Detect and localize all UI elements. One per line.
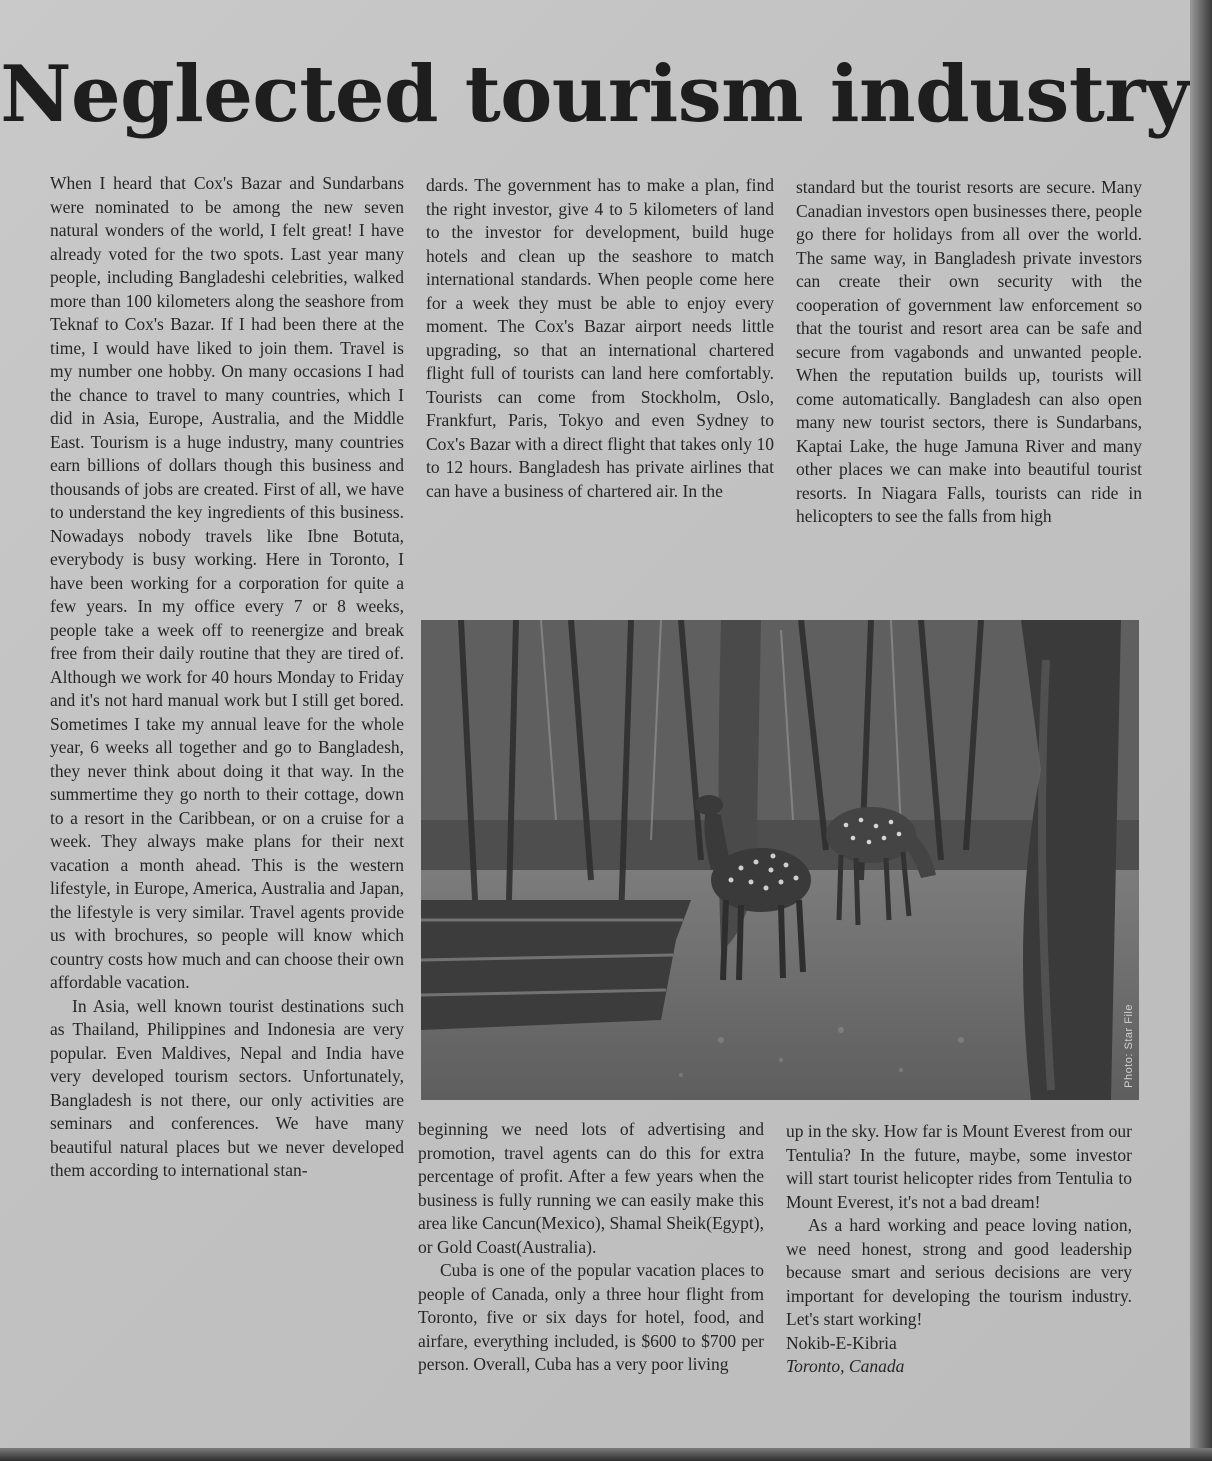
page-bottom-shadow (0, 1448, 1212, 1461)
column-3-bottom (786, 1120, 1132, 1379)
page-edge-shadow (1190, 0, 1212, 1461)
paragraph: In Asia, well known tourist destinations such as Thailand, Philippines and Indonesia are very popular. Even Maldives, Nepal and India have very developed tourism sectors. Unfortunately, Bangladesh is not there, our only activities are seminars and conferences. We have many beautiful natural places but we never developed them according to international stan- (50, 995, 404, 1180)
paragraph: standard but the tourist resorts are secure. Many Canadian investors open businesses there, people go there for holidays from all over the world. The same way, in Bangladesh private investors can create their own security with the cooperation of government law enforcement so that the tourist and resort area can be safe and secure from vagabonds and unwanted people. When the reputation builds up, tourists will come automatically. Bangladesh can also open many new tourist sectors, there is Sundarbans, Kaptai Lake, the huge Jamuna River and many other places we can make into beautiful tourist resorts. In Niagara Falls, tourists can ride in helicopters to see the falls from high (796, 177, 1142, 526)
paragraph: When I heard that Cox's Bazar and Sundarbans were nominated to be among the new seven natural wonders of the world, I felt great! I have already voted for the two spots. Last year many people, including Bangladeshi celebrities, walked more than 100 kilometers along the seashore from Teknaf to Cox's Bazar. If I had been there at the time, I would have liked to join them. Travel is my number one hobby. On many occasions I had the chance to travel to many countries, which I did in Asia, Europe, Australia, and the Middle East. Tourism is a huge industry, many countries earn billions of dollars though this business and thousands of jobs are created. First of all, we have to understand the key ingredients of this business. Nowadays nobody travels like Ibne Botuta, everybody is busy working. Here in Toronto, I have been working for a corporation for quite a few years. In my office every 7 or 8 weeks, people take a week off to reenergize and break free from their daily routine that they are tired of. Although we work for 40 hours Monday to Friday and it's not hard manual work but I still get bored. Sometimes I take my annual leave for the whole year, 6 weeks all together and go to Bangladesh, they never think about doing it that way. In the summertime they go north to their cottage, down to a resort in the Caribbean, or on a cruise for a week. They always make plans for their next vacation a month ahead. This is the western lifestyle, in Europe, America, Australia and Japan, the lifestyle is very similar. Travel agents provide us with brochures, so people will know which country costs how much and can choose their own affordable vacation. (50, 173, 404, 992)
paragraph: dards. The government has to make a plan, find the right investor, give 4 to 5 kilometers of land to the investor for development, build huge hotels and clean up the seashore to match international standards. When people come here for a week they must be able to enjoy every moment. The Cox's Bazar airport needs little upgrading, so that an international chartered flight full of tourists can land here comfortably. Tourists can come from Stockholm, Oslo, Frankfurt, Paris, Tokyo and even Sydney to Cox's Bazar with a direct flight that takes only 10 to 12 hours. Bangladesh has private airlines that can have a business of chartered air. In the (426, 175, 774, 501)
paragraph: beginning we need lots of advertising and promotion, travel agents can do this for extra percentage of profit. After a few years when the business is fully running we can easily make this area like Cancun(Mexico), Shamal Sheik(Egypt), or Gold Coast(Australia). (418, 1119, 765, 1257)
column-1 (50, 172, 404, 1183)
photo-credit: Photo: Star File (1123, 1004, 1135, 1088)
article-headline: Neglected tourism industry (0, 49, 1190, 140)
paragraph: As a hard working and peace loving nation, we need honest, strong and good leadership because smart and serious decisions are very important for developing the tourism industry. Let's start working! (786, 1215, 1132, 1329)
column-2-top (426, 174, 774, 503)
column-2-bottom (418, 1118, 764, 1377)
paragraph: up in the sky. How far is Mount Everest from our Tentulia? In the future, maybe, some investor will start tourist helicopter rides from Tentulia to Mount Everest, it's not a bad dream! (786, 1121, 1132, 1212)
author-location: Toronto, Canada (786, 1356, 905, 1376)
paragraph: Cuba is one of the popular vacation places to people of Canada, only a three hour flight from Toronto, five or six days for hotel, food, and airfare, everything included, is $600 to $700 per person. Overall, Cuba has a very poor living (418, 1260, 764, 1374)
deer-photo (421, 620, 1139, 1100)
author-name: Nokib-E-Kibria (786, 1332, 897, 1353)
column-3-top (796, 176, 1142, 529)
deer-photo-illustration (421, 620, 1139, 1100)
